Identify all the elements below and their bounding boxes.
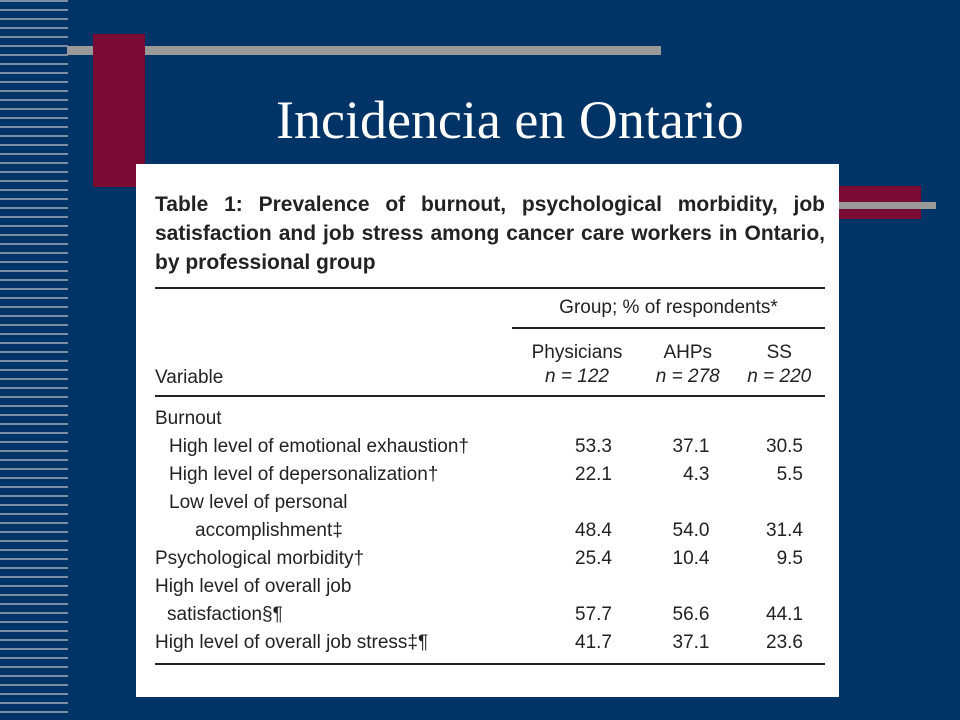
row-label: Psychological morbidity† — [155, 548, 365, 569]
prevalence-table — [155, 287, 825, 665]
row-label-line-1: Low level of personal — [169, 492, 348, 513]
section-label-burnout: Burnout — [155, 408, 222, 429]
cell-ss: 31.4 — [766, 520, 803, 541]
cell-ahps: 54.0 — [672, 520, 710, 541]
row-label: High level of emotional exhaustion† — [169, 436, 469, 457]
cell-ss: 44.1 — [766, 604, 803, 625]
table-row — [155, 396, 825, 433]
horizontal-accent-bar — [67, 46, 661, 55]
slide-title: Incidencia en Ontario — [276, 90, 744, 150]
right-accent-bar — [838, 202, 936, 209]
table-row — [155, 573, 825, 629]
cell-ss: 9.5 — [776, 548, 803, 569]
column-header-ahps — [642, 328, 733, 396]
variable-header: Variable — [155, 328, 512, 396]
table-row — [155, 629, 825, 664]
column-header-ss — [733, 328, 825, 396]
header-spacer — [155, 288, 512, 328]
cell-ss: 23.6 — [733, 629, 825, 664]
table-row — [155, 545, 825, 573]
cell-physicians: 48.4 — [575, 520, 612, 541]
table-caption: Table 1: Prevalence of burnout, psychological morbidity, job satisfaction and job stress among cancer care workers in Ontario, by professional group — [155, 193, 825, 274]
table-panel — [136, 164, 839, 697]
cell-ahps: 37.1 — [642, 629, 733, 664]
table-row — [155, 489, 825, 545]
cell-ahps: 4.3 — [683, 464, 710, 485]
cell-ahps: 56.6 — [672, 604, 710, 625]
cell-ahps: 37.1 — [672, 436, 710, 457]
cell-physicians: 25.4 — [575, 548, 612, 569]
row-label-line-2: satisfaction§¶ — [167, 604, 283, 625]
column-n: n = 278 — [655, 366, 720, 387]
cell-physicians: 41.7 — [512, 629, 642, 664]
cell-ss: 5.5 — [776, 464, 803, 485]
row-label: High level of overall job stress‡¶ — [155, 629, 512, 664]
cell-ss: 30.5 — [766, 436, 803, 457]
cell-physicians: 53.3 — [575, 436, 612, 457]
table-row — [155, 433, 825, 461]
left-stripe-decoration — [0, 0, 68, 720]
column-header-physicians — [512, 328, 642, 396]
group-header: Group; % of respondents* — [512, 288, 825, 328]
column-name: AHPs — [663, 342, 713, 363]
row-label-line-1: High level of overall job — [155, 576, 352, 597]
column-name: Physicians — [531, 342, 623, 363]
cell-physicians: 57.7 — [575, 604, 612, 625]
column-n: n = 220 — [747, 366, 812, 387]
column-name: SS — [766, 342, 792, 363]
row-label-line-2: accomplishment‡ — [195, 520, 343, 541]
cell-physicians: 22.1 — [575, 464, 612, 485]
row-label — [155, 489, 512, 545]
row-label — [155, 573, 512, 629]
column-n: n = 122 — [545, 366, 609, 387]
cell-ahps: 10.4 — [672, 548, 710, 569]
row-label: High level of depersonalization† — [169, 464, 439, 485]
table-row — [155, 461, 825, 489]
